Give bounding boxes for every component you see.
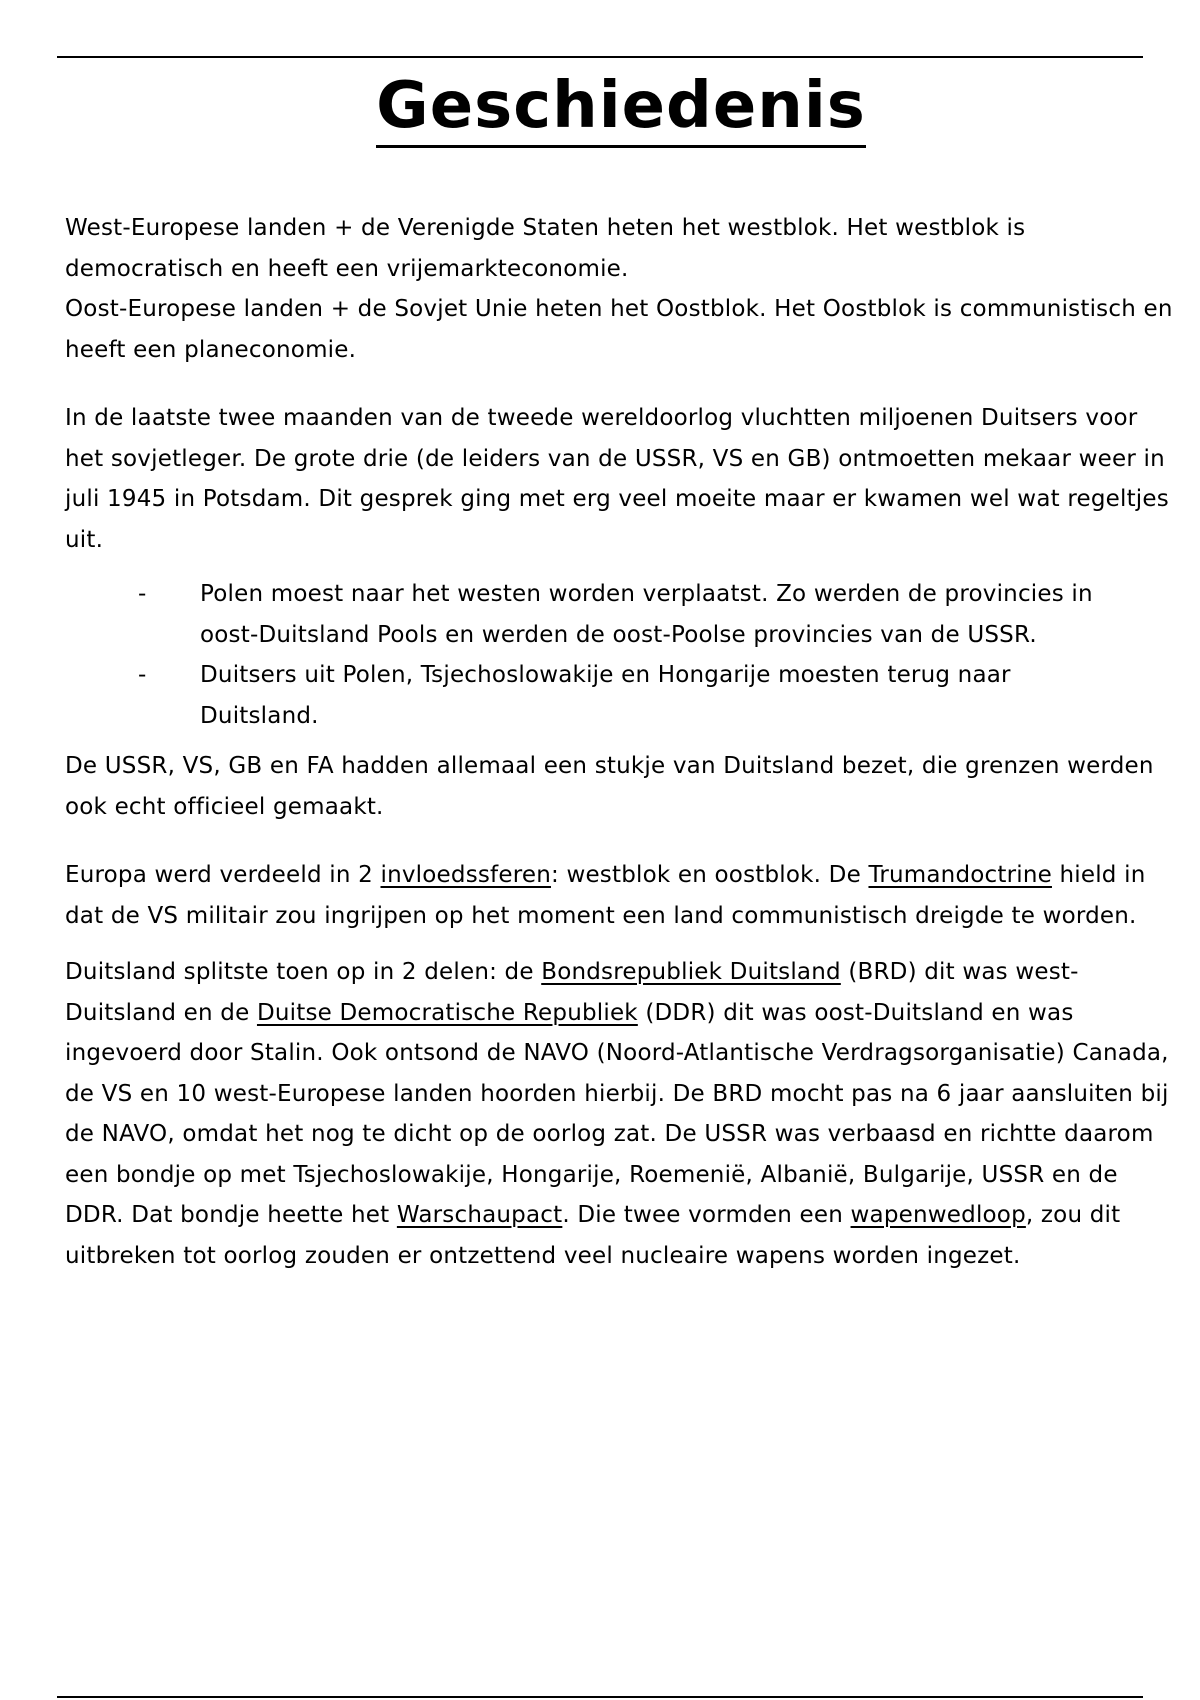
list-item	[138, 574, 1098, 655]
paragraph-bezetting: De USSR, VS, GB en FA hadden allemaal een stukje van Duitsland bezet, die grenzen werden ook echt officieel gemaakt.	[65, 753, 1154, 820]
text-run: Duitsland splitste toen op in 2 delen: de	[65, 959, 542, 985]
term-wapenwedloop: wapenwedloop	[850, 1202, 1026, 1228]
bullet-dash: -	[138, 662, 147, 688]
text-run: . Die twee vormden een	[562, 1202, 851, 1228]
text-run: (BRD) dit was west-Duitsland en de	[65, 959, 1079, 1026]
bottom-rule	[57, 1696, 1143, 1698]
text-run: , zou dit uitbreken tot oorlog zouden er ontzettend veel nucleaire wapens worden ingezet.	[65, 1202, 1121, 1269]
text-run: hield in dat de VS militair zou ingrijpen op het moment een land communistisch dreigde te worden.	[65, 862, 1146, 929]
document-body	[65, 208, 1180, 1276]
potsdam-rules-list	[65, 574, 1098, 736]
paragraph-oostblok: Oost-Europese landen + de Sovjet Unie heten het Oostblok. Het Oostblok is communistisch en heeft een planeconomie.	[65, 296, 1173, 363]
term-bondsrepubliek: Bondsrepubliek Duitsland	[541, 959, 841, 985]
term-warschaupact: Warschaupact	[396, 1202, 563, 1228]
paragraph-potsdam: In de laatste twee maanden van de tweede wereldoorlog vluchtten miljoenen Duitsers voor het sovjetleger. De grote drie (de leiders van de USSR, VS en GB) ontmoetten mekaar weer in juli 1945 in Potsdam. Dit gesprek ging met erg veel moeite maar er kwamen wel wat regeltjes uit.	[65, 405, 1169, 553]
term-ddr: Duitse Democratische Republiek	[256, 999, 638, 1026]
text-run: : westblok en oostblok. De	[550, 862, 869, 888]
paragraph-invloedssferen	[65, 855, 1180, 936]
paragraph-duitsland-splitsing	[65, 952, 1180, 1276]
list-item	[138, 655, 1098, 736]
page-title	[0, 66, 1200, 146]
list-item-text: Polen moest naar het westen worden verplaatst. Zo werden de provincies in oost-Duitsland Pools en werden de oost-Poolse provincies van de USSR.	[200, 581, 1093, 648]
top-rule	[57, 56, 1143, 58]
list-item-text: Duitsers uit Polen, Tsjechoslowakije en Hongarije moesten terug naar Duitsland.	[200, 662, 1011, 729]
text-run: Europa werd verdeeld in 2	[65, 862, 381, 888]
paragraph-westblok: West-Europese landen + de Verenigde Staten heten het westblok. Het westblok is democratisch en heeft een vrijemarkteconomie.	[65, 215, 1026, 282]
term-trumandoctrine: Trumandoctrine	[868, 862, 1052, 888]
page-title-text: Geschiedenis	[376, 69, 866, 148]
bullet-dash: -	[138, 581, 147, 607]
text-run: (DDR) dit was oost-Duitsland en was ingevoerd door Stalin. Ook ontsond de NAVO (Noord-Atlantische Verdragsorganisatie) Canada, de VS en 10 west-Europese landen hoorden hierbij. De BRD mocht pas na 6 jaar aansluiten bij de NAVO, omdat het nog te dicht op de oorlog zat. De USSR was verbaasd en richtte daarom een bondje op met Tsjechoslowakije, Hongarije, Roemenië, Albanië, Bulgarije, USSR en de DDR. Dat bondje heette het	[65, 999, 1169, 1228]
term-invloedssferen: invloedssferen	[380, 862, 551, 888]
